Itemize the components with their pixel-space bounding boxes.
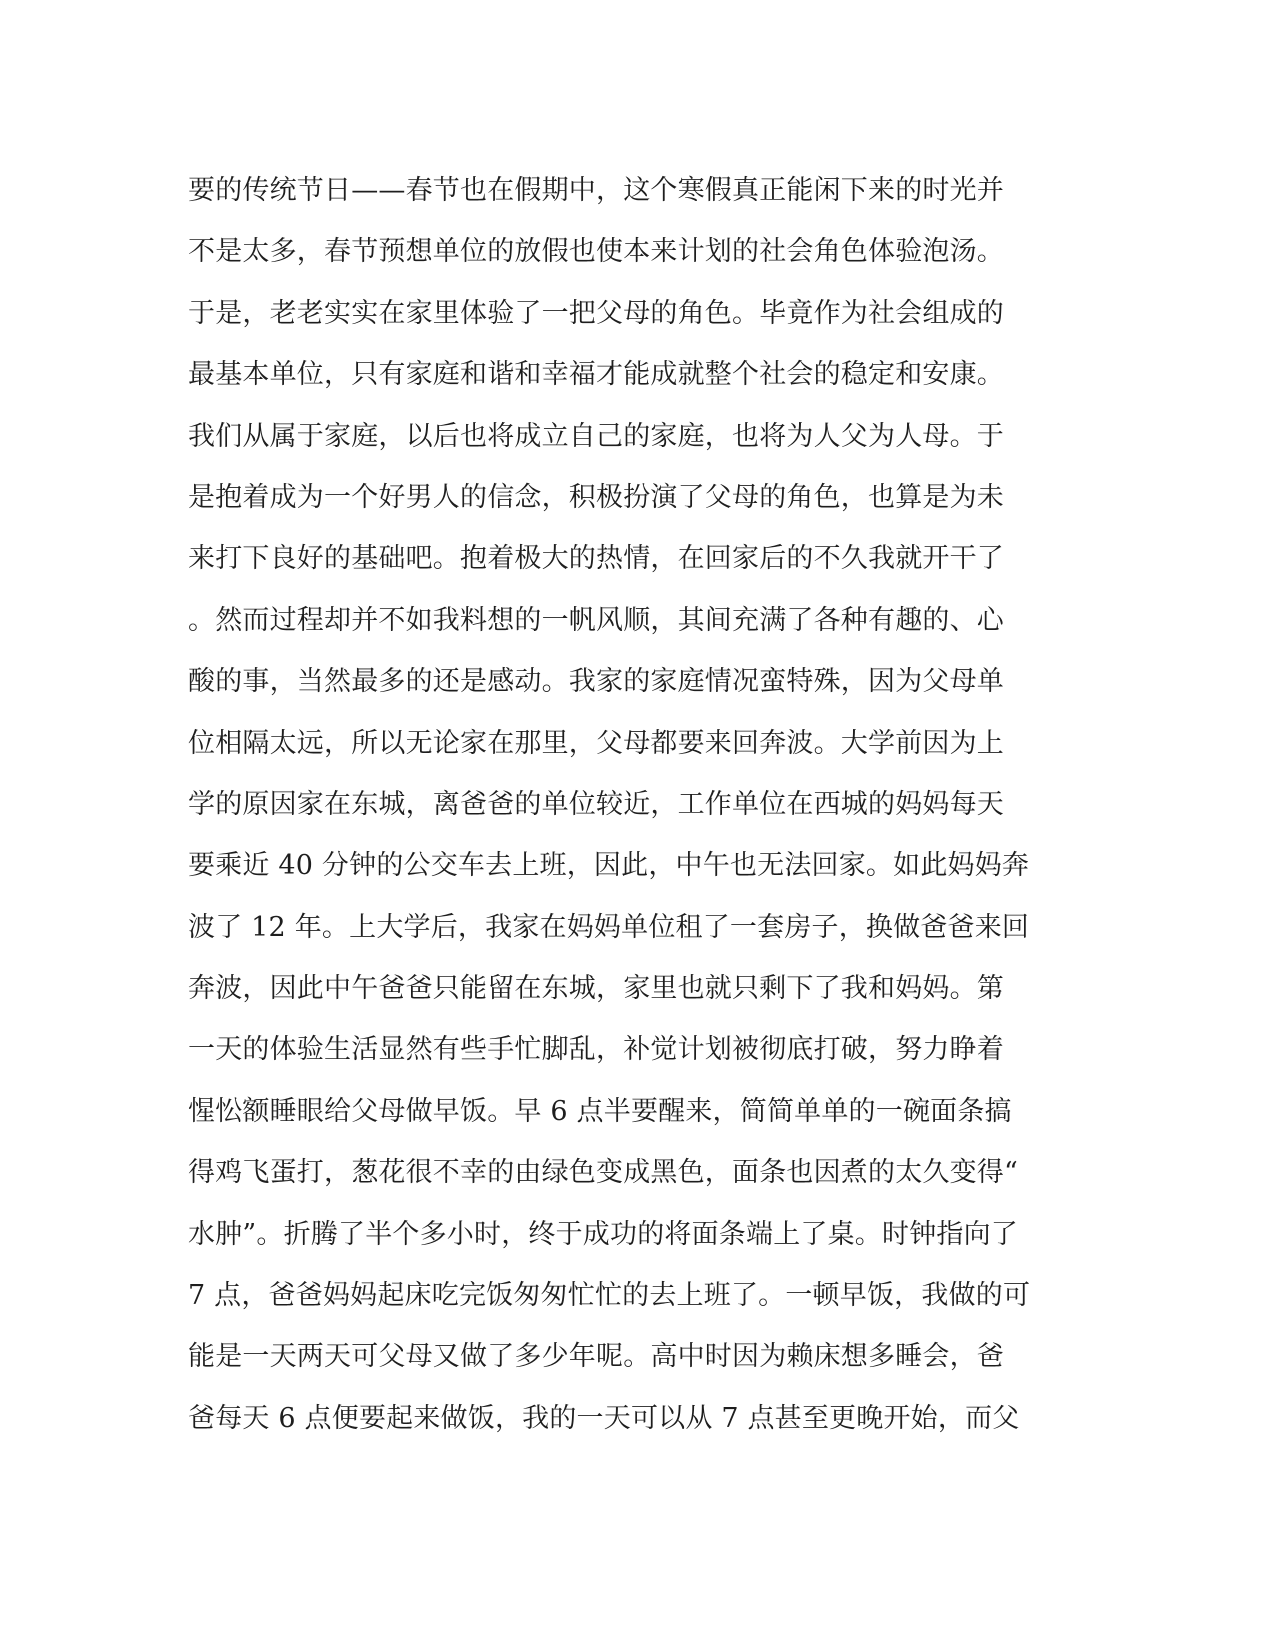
text-line: 我们从属于家庭，以后也将成立自己的家庭，也将为人父为人母。于	[188, 420, 1004, 452]
text-line: 得鸡飞蛋打，葱花很不幸的由绿色变成黑色，面条也因煮的太久变得“	[188, 1157, 1019, 1189]
text-line: 学的原因家在东城，离爸爸的单位较近，工作单位在西城的妈妈每天	[188, 788, 1004, 820]
text-line: 位相隔太远，所以无论家在那里，父母都要来回奔波。大学前因为上	[188, 727, 1004, 759]
body-text	[188, 160, 1088, 1449]
text-line: 最基本单位，只有家庭和谐和幸福才能成就整个社会的稳定和安康。	[188, 359, 1004, 391]
text-line: 不是太多，春节预想单位的放假也使本来计划的社会角色体验泡汤。	[188, 236, 1004, 268]
text-line: 要的传统节日——春节也在假期中，这个寒假真正能闲下来的时光并	[188, 175, 1004, 206]
text-line: 惺忪额睡眼给父母做早饭。早 6 点半要醒来，简简单单的一碗面条搞	[188, 1095, 1012, 1127]
text-line: 。然而过程却并不如我料想的一帆风顺，其间充满了各种有趣的、心	[188, 604, 1004, 636]
text-line: 爸每天 6 点便要起来做饭，我的一天可以从 7 点甚至更晚开始，而父	[188, 1402, 1020, 1434]
text-line: 是抱着成为一个好男人的信念，积极扮演了父母的角色，也算是为未	[188, 481, 1004, 513]
text-line: 来打下良好的基础吧。抱着极大的热情，在回家后的不久我就开干了	[188, 543, 1004, 575]
text-line: 要乘近 40 分钟的公交车去上班，因此，中午也无法回家。如此妈妈奔	[188, 850, 1030, 882]
text-line: 奔波，因此中午爸爸只能留在东城，家里也就只剩下了我和妈妈。第	[188, 973, 1004, 1005]
text-line: 于是，老老实实在家里体验了一把父母的角色。毕竟作为社会组成的	[188, 297, 1004, 329]
text-line: 7 点，爸爸妈妈起床吃完饭匆匆忙忙的去上班了。一顿早饭，我做的可	[188, 1280, 1031, 1312]
text-line: 酸的事，当然最多的还是感动。我家的家庭情况蛮特殊，因为父母单	[188, 666, 1004, 698]
text-line: 波了 12 年。上大学后，我家在妈妈单位租了一套房子，换做爸爸来回	[188, 911, 1030, 943]
text-line: 一天的体验生活显然有些手忙脚乱，补觉计划被彻底打破，努力睁着	[188, 1034, 1004, 1066]
text-line: 能是一天两天可父母又做了多少年呢。高中时因为赖床想多睡会，爸	[188, 1341, 1004, 1373]
text-line: 水肿”。折腾了半个多小时，终于成功的将面条端上了桌。时钟指向了	[188, 1218, 1019, 1250]
